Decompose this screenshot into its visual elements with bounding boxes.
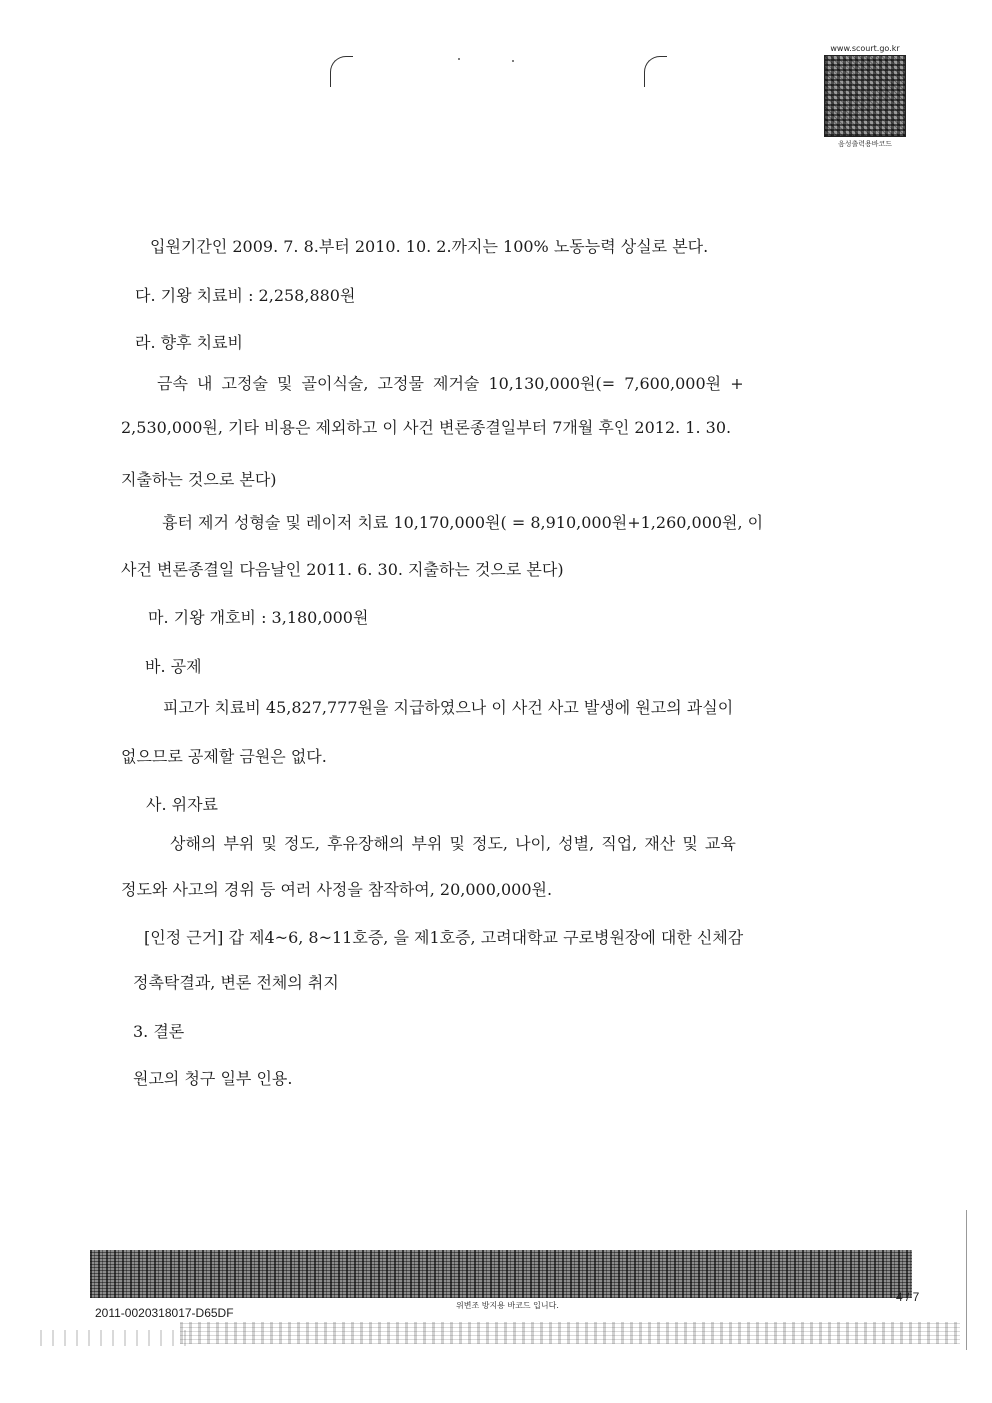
section-heading-ma: 마. 기왕 개호비 : 3,180,000원 <box>148 608 369 627</box>
body-line: 흉터 제거 성형술 및 레이저 치료 10,170,000원( = 8,910,000원+1,260,000원, 이 <box>162 513 764 532</box>
scan-noise <box>40 1330 190 1346</box>
scan-speck <box>458 58 460 60</box>
section-heading-da: 다. 기왕 치료비 : 2,258,880원 <box>135 286 356 305</box>
body-line: 지출하는 것으로 본다) <box>121 470 277 489</box>
scan-edge-line <box>966 1210 967 1350</box>
conclusion-text: 원고의 청구 일부 인용. <box>133 1069 293 1088</box>
body-line: 상해의 부위 및 정도, 후유장해의 부위 및 정도, 나이, 성별, 직업, 재산 및 교육 <box>170 834 736 853</box>
punch-hole-mark <box>330 56 353 87</box>
page-number: 4 / 7 <box>896 1290 920 1304</box>
document-id: 2011-0020318017-D65DF <box>95 1306 234 1320</box>
body-line: 피고가 치료비 45,827,777원을 지급하였으나 이 사건 사고 발생에 원고의 과실이 <box>163 698 734 717</box>
scan-noise <box>180 1322 960 1344</box>
section-heading-ba: 바. 공제 <box>145 657 202 676</box>
qr-url: www.scourt.go.kr <box>830 44 900 53</box>
body-line: 입원기간인 2009. 7. 8.부터 2010. 10. 2.까지는 100% 노동능력 상실로 본다. <box>150 237 709 256</box>
body-line: 정촉탁결과, 변론 전체의 취지 <box>133 973 339 992</box>
barcode-caption: 위변조 방지용 바코드 입니다. <box>456 1301 559 1310</box>
punch-hole-mark <box>644 56 667 87</box>
body-line: 없으므로 공제할 금원은 없다. <box>121 747 327 766</box>
qr-code-image <box>824 55 906 137</box>
qr-caption: 음성출력용바코드 <box>837 140 893 148</box>
anti-forgery-barcode <box>90 1250 912 1298</box>
qr-code-block <box>824 44 906 149</box>
body-line: 사건 변론종결일 다음날인 2011. 6. 30. 지출하는 것으로 본다) <box>121 560 564 579</box>
scan-speck <box>512 60 514 62</box>
section-heading-sa: 사. 위자료 <box>146 795 218 814</box>
body-line: 정도와 사고의 경위 등 여러 사정을 참작하여, 20,000,000원. <box>121 880 553 899</box>
evidence-basis-line: [인정 근거] 갑 제4~6, 8~11호증, 을 제1호증, 고려대학교 구로병원장에 대한 신체감 <box>144 928 744 947</box>
body-line: 2,530,000원, 기타 비용은 제외하고 이 사건 변론종결일부터 7개월 후인 2012. 1. 30. <box>121 418 732 437</box>
section-heading-ra: 라. 향후 치료비 <box>135 333 243 352</box>
conclusion-heading: 3. 결론 <box>133 1022 185 1041</box>
body-line: 금속 내 고정술 및 골이식술, 고정물 제거술 10,130,000원(= 7,600,000원 + <box>157 374 744 393</box>
